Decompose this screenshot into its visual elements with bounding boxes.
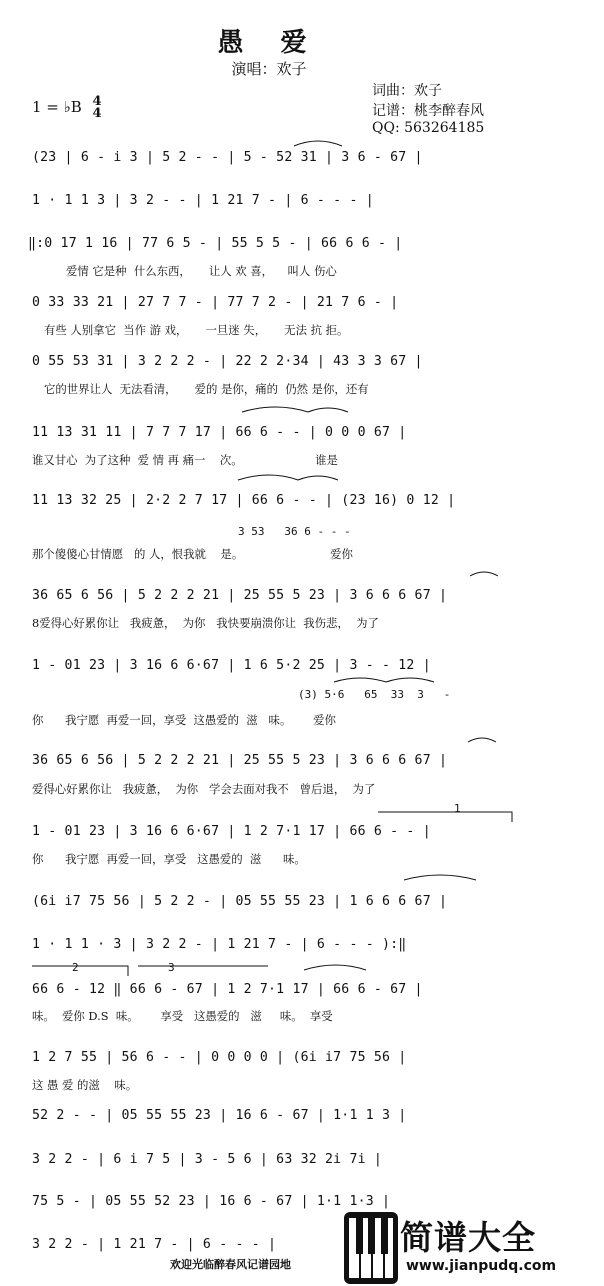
- score-row-18: 75 5 - | 05 55 52 23 | 16 6 - 67 | 1·1 1·3 |: [32, 1194, 391, 1209]
- lyric-row-10: 爱得心好累你让 我疲惫， 为你 学会去面对我不 曾后退， 为了: [32, 782, 376, 796]
- slur-2: [242, 407, 308, 412]
- slur-11: [304, 965, 366, 970]
- score-row-10: 36 65 6 56 | 5 2 2 2 21 | 25 55 5 23 | 3 6 6 6 67 |: [32, 753, 448, 768]
- score-sub-line-1: 3 53 36 6 - - -: [238, 525, 351, 538]
- key-signature: [32, 96, 102, 120]
- score-sub-line-2: (3) 5·6 65 33 3 -: [298, 688, 451, 701]
- score-row-17: 3 2 2 - | 6 i 7 5 | 3 - 5 6 | 63 32 2i 7i |: [32, 1152, 383, 1167]
- footer-text: 欢迎光临醉春风记谱园地: [170, 1258, 291, 1271]
- time-bottom: 4: [92, 106, 102, 121]
- lyric-row-8: 8爱得心好累你让 我疲惫， 为你 我快要崩溃你让 我伤悲， 为了: [32, 616, 379, 630]
- score-row-5: 0 55 53 31 | 3 2 2 2 - | 22 2 2·34 | 43 3 3 67 |: [32, 354, 423, 369]
- lyric-row-6: 谁又甘心 为了这种 爱 情 再 痛一 次。 谁是: [32, 453, 338, 467]
- volta-two-label: 2: [72, 961, 79, 974]
- score-row-19: 3 2 2 - | 1 21 7 - | 6 - - - |: [32, 1237, 277, 1252]
- transcriber-credit: 记谱：桃李醉春风: [372, 103, 484, 119]
- site-logo: [342, 1206, 557, 1286]
- slur-5: [298, 476, 338, 480]
- score-row-3: ‖:0 17 1 16 | 77 6 5 - | 55 5 5 - | 66 6 6 - |: [28, 236, 403, 251]
- lyricist-credit: 词曲：欢子: [372, 83, 442, 99]
- score-row-4: 0 33 33 21 | 27 7 7 - | 77 7 2 - | 21 7 6 - |: [32, 295, 399, 310]
- slur-1: [294, 141, 342, 146]
- slur-6: [470, 572, 498, 576]
- logo-name: 简谱大全: [400, 1218, 536, 1257]
- score-row-11: 1 - 01 23 | 3 16 6 6·67 | 1 2 7·1 17 | 66 6 - - |: [32, 824, 431, 839]
- score-row-6: 11 13 31 11 | 7 7 7 17 | 66 6 - - | 0 0 0 67 |: [32, 425, 407, 440]
- slur-8: [386, 678, 434, 682]
- time-top: 4: [92, 94, 102, 109]
- volta-bracket-1: [378, 812, 512, 822]
- slur-9: [468, 738, 496, 742]
- key-label: 1 = ♭B: [32, 98, 82, 116]
- score-row-9: 1 - 01 23 | 3 16 6 6·67 | 1 6 5·2 25 | 3 - - 12 |: [32, 658, 431, 673]
- time-signature: [93, 96, 102, 120]
- slur-10: [404, 875, 476, 880]
- lyric-row-4: 有些 人别拿它 当作 游 戏， 一旦迷 失， 无法 抗 拒。: [44, 323, 349, 337]
- score-row-1: (23 | 6 - i 3 | 5 2 - - | 5 - 52 31 | 3 6 - 67 |: [32, 150, 423, 165]
- score-row-7: 11 13 32 25 | 2·2 2 7 17 | 66 6 - - | (23 16) 0 12 |: [32, 493, 456, 508]
- score-row-2: 1 · 1 1 3 | 3 2 - - | 1 21 7 - | 6 - - - |: [32, 193, 374, 208]
- piano-keys-icon: [344, 1212, 398, 1284]
- volta-three-label: 3: [168, 961, 175, 974]
- lyric-row-3: 爱情 它是种 什么东西， 让人 欢 喜， 叫人 伤心: [66, 264, 337, 278]
- singer-credit: 演唱：欢子: [231, 60, 307, 78]
- logo-url: www.jianpudq.com: [406, 1258, 557, 1274]
- lyric-row-7: 那个傻傻心甘情愿 的 人，恨我就 是。 爱你: [32, 547, 353, 561]
- lyric-row-9: 你 我宁愿 再爱一回，享受 这愚爱的 滋 味。 爱你: [32, 713, 336, 727]
- lyric-row-5: 它的世界让人 无法看清， 爱的 是你，痛的 仍然 是你，还有: [44, 382, 369, 396]
- volta-bracket-2: [32, 966, 128, 976]
- score-row-8: 36 65 6 56 | 5 2 2 2 21 | 25 55 5 23 | 3 6 6 6 67 |: [32, 588, 448, 603]
- score-row-16: 52 2 - - | 05 55 55 23 | 16 6 - 67 | 1·1 1 3 |: [32, 1108, 407, 1123]
- score-row-14: 66 6 - 12 ‖ 66 6 - 67 | 1 2 7·1 17 | 66 6 - 67 |: [32, 982, 423, 997]
- lyric-row-11: 你 我宁愿 再爱一回，享受 这愚爱的 滋 味。: [32, 852, 306, 866]
- lyric-row-15: 这 愚 爱 的滋 味。: [32, 1078, 138, 1092]
- lyric-row-14: 味。 爱你 D.S 味。 享受 这愚爱的 滋 味。 享受: [32, 1009, 333, 1023]
- song-title: 愚 爱: [217, 28, 321, 58]
- qq-contact: QQ: 563264185: [372, 120, 485, 136]
- slur-4: [238, 475, 298, 480]
- score-row-12: (6i i7 75 56 | 5 2 2 - | 05 55 55 23 | 1 6 6 6 67 |: [32, 894, 448, 909]
- score-row-15: 1 2 7 55 | 56 6 - - | 0 0 0 0 | (6i i7 75 56 |: [32, 1050, 407, 1065]
- volta-one-label: 1: [454, 802, 461, 815]
- score-row-13: 1 · 1 1 · 3 | 3 2 2 - | 1 21 7 - | 6 - - - ):‖: [32, 937, 407, 952]
- slur-3: [308, 408, 348, 412]
- slur-7: [334, 678, 386, 682]
